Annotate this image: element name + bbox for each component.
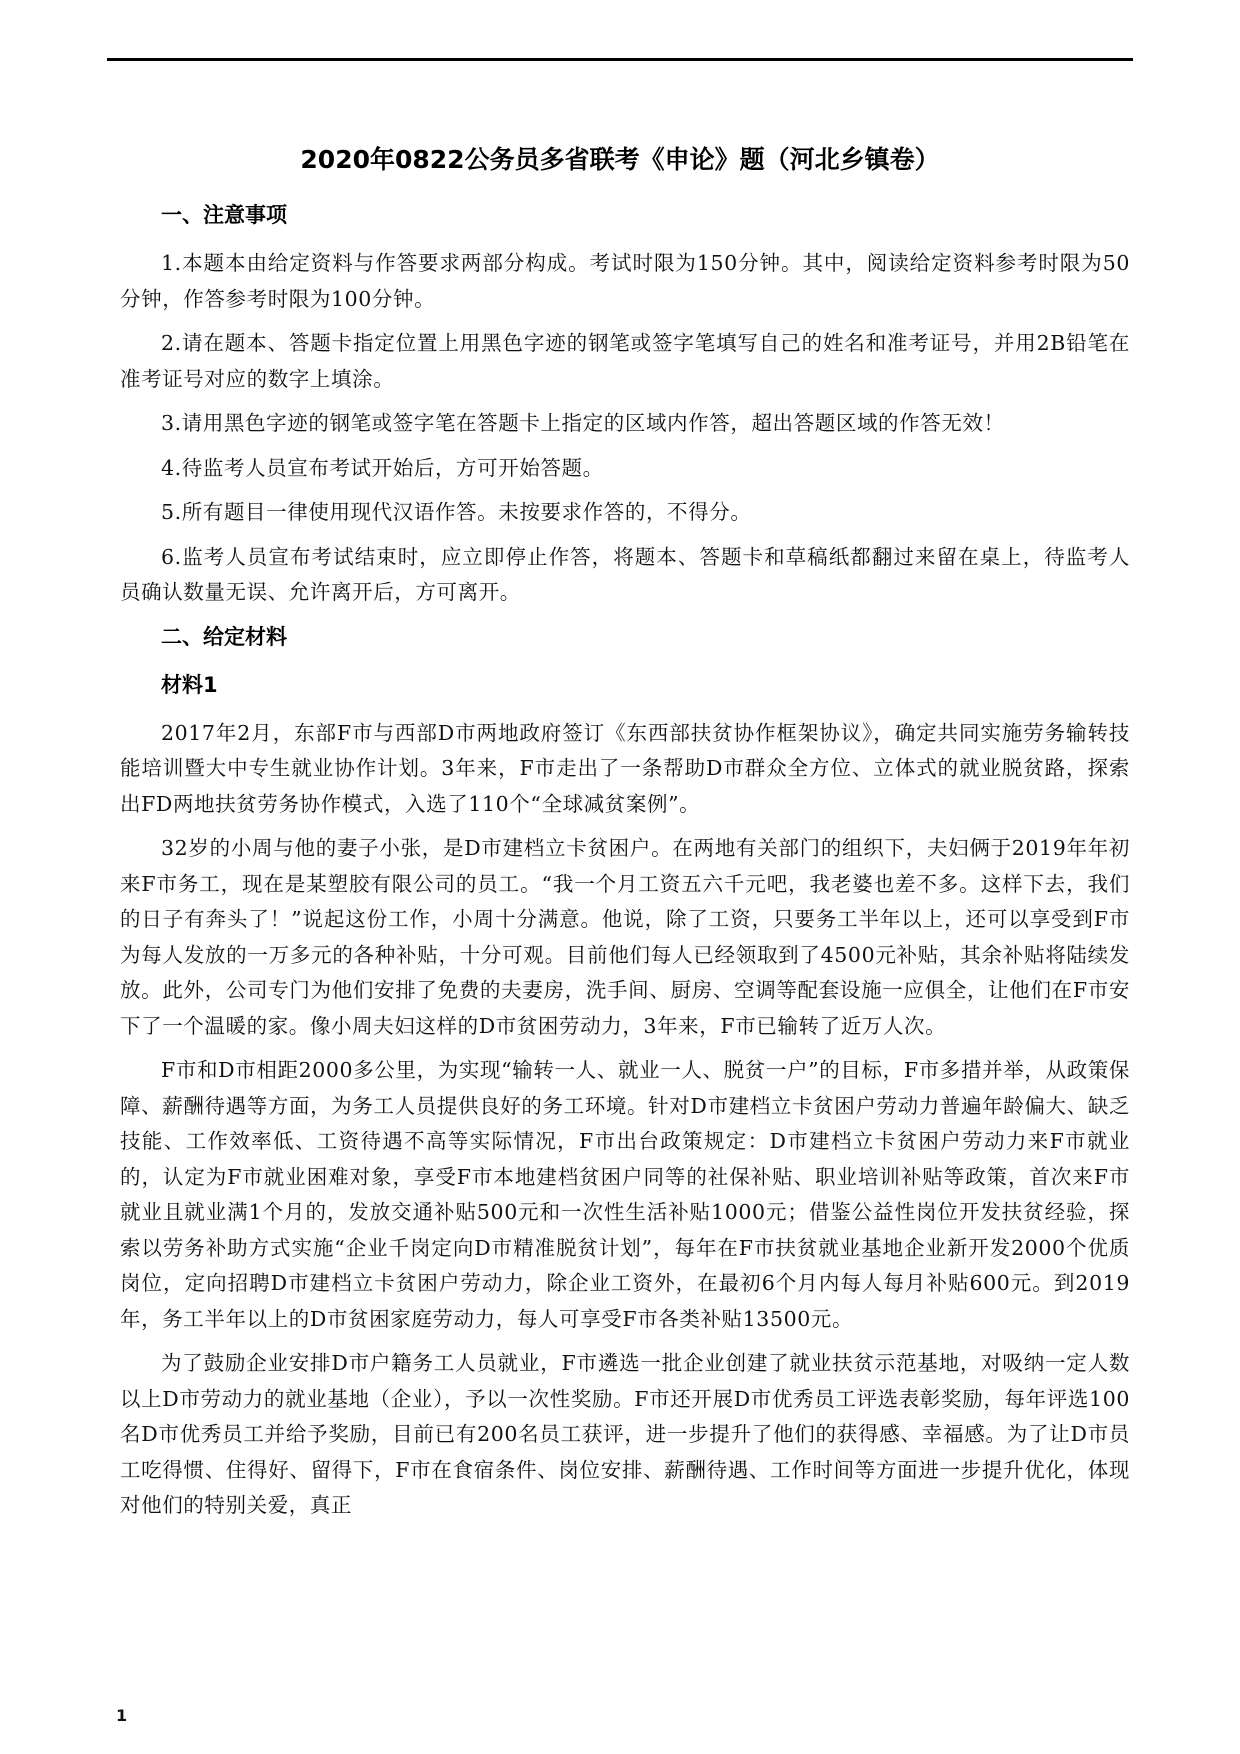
section-heading-materials: 二、给定材料 [161,624,287,649]
header-rule [107,58,1133,61]
note-item-2: 2.请在题本、答题卡指定位置上用黑色字迹的钢笔或签字笔填写自己的姓名和准考证号，并用2B铅笔在准考证号对应的数字上填涂。 [120,331,1130,391]
note-item-4: 4.待监考人员宣布考试开始后，方可开始答题。 [161,455,604,480]
material-paragraph: 32岁的小周与他的妻子小张，是D市建档立卡贫困户。在两地有关部门的组织下，夫妇俩于2019年年初来F市务工，现在是某塑胶有限公司的员工。“我一个月工资五六千元吧，我老婆也差不多。这样下去，我们的日子有奔头了！”说起这份工作，小周十分满意。他说，除了工资，只要务工半年以上，还可以享受到F市为每人发放的一万多元的各种补贴，十分可观。目前他们每人已经领取到了4500元补贴，其余补贴将陆续发放。此外，公司专门为他们安排了免费的夫妻房，洗手间、厨房、空调等配套设施一应俱全，让他们在F市安下了一个温暖的家。像小周夫妇这样的D市贫困劳动力，3年来，F市已输转了近万人次。 [120,836,1130,1038]
material-paragraph: 为了鼓励企业安排D市户籍务工人员就业，F市遴选一批企业创建了就业扶贫示范基地，对吸纳一定人数以上D市劳动力的就业基地（企业），予以一次性奖励。F市还开展D市优秀员工评选表彰奖励，每年评选100名D市优秀员工并给予奖励，目前已有200名员工获评，进一步提升了他们的获得感、幸福感。为了让D市员工吃得惯、住得好、留得下，F市在食宿条件、岗位安排、薪酬待遇、工作时间等方面进一步提升优化，体现对他们的特别关爱，真正 [120,1351,1130,1517]
material-1-heading: 材料1 [161,672,218,697]
material-paragraph: 2017年2月，东部F市与西部D市两地政府签订《东西部扶贫协作框架协议》，确定共同实施劳务输转技能培训暨大中专生就业协作计划。3年来，F市走出了一条帮助D市群众全方位、立体式的就业脱贫路，探索出FD两地扶贫劳务协作模式，入选了110个“全球减贫案例”。 [120,720,1130,816]
material-paragraph: F市和D市相距2000多公里，为实现“输转一人、就业一人、脱贫一户”的目标，F市多措并举，从政策保障、薪酬待遇等方面，为务工人员提供良好的务工环境。针对D市建档立卡贫困户劳动力普遍年龄偏大、缺乏技能、工作效率低、工资待遇不高等实际情况，F市出台政策规定：D市建档立卡贫困户劳动力来F市就业的，认定为F市就业困难对象，享受F市本地建档贫困户同等的社保补贴、职业培训补贴等政策，首次来F市就业且就业满1个月的，发放交通补贴500元和一次性生活补贴1000元；借鉴公益性岗位开发扶贫经验，探索以劳务补助方式实施“企业千岗定向D市精准脱贫计划”，每年在F市扶贫就业基地企业新开发2000个优质岗位，定向招聘D市建档立卡贫困户劳动力，除企业工资外，在最初6个月内每人每月补贴600元。到2019年，务工半年以上的D市贫困家庭劳动力，每人可享受F市各类补贴13500元。 [120,1058,1130,1331]
note-item-3: 3.请用黑色字迹的钢笔或签字笔在答题卡上指定的区域内作答，超出答题区域的作答无效！ [161,411,1005,435]
note-item-6: 6.监考人员宣布考试结束时，应立即停止作答，将题本、答题卡和草稿纸都翻过来留在桌上，待监考人员确认数量无误、允许离开后，方可离开。 [120,544,1130,604]
document-body [120,198,1130,1533]
section-heading-notes: 一、注意事项 [161,203,287,227]
page-number: 1 [116,1706,128,1725]
note-item-5: 5.所有题目一律使用现代汉语作答。未按要求作答的，不得分。 [161,500,752,524]
note-item-1: 1.本题本由给定资料与作答要求两部分构成。考试时限为150分钟。其中，阅读给定资料参考时限为50分钟，作答参考时限为100分钟。 [120,251,1130,311]
document-title: 2020年0822公务员多省联考《申论》题（河北乡镇卷） [300,145,940,174]
